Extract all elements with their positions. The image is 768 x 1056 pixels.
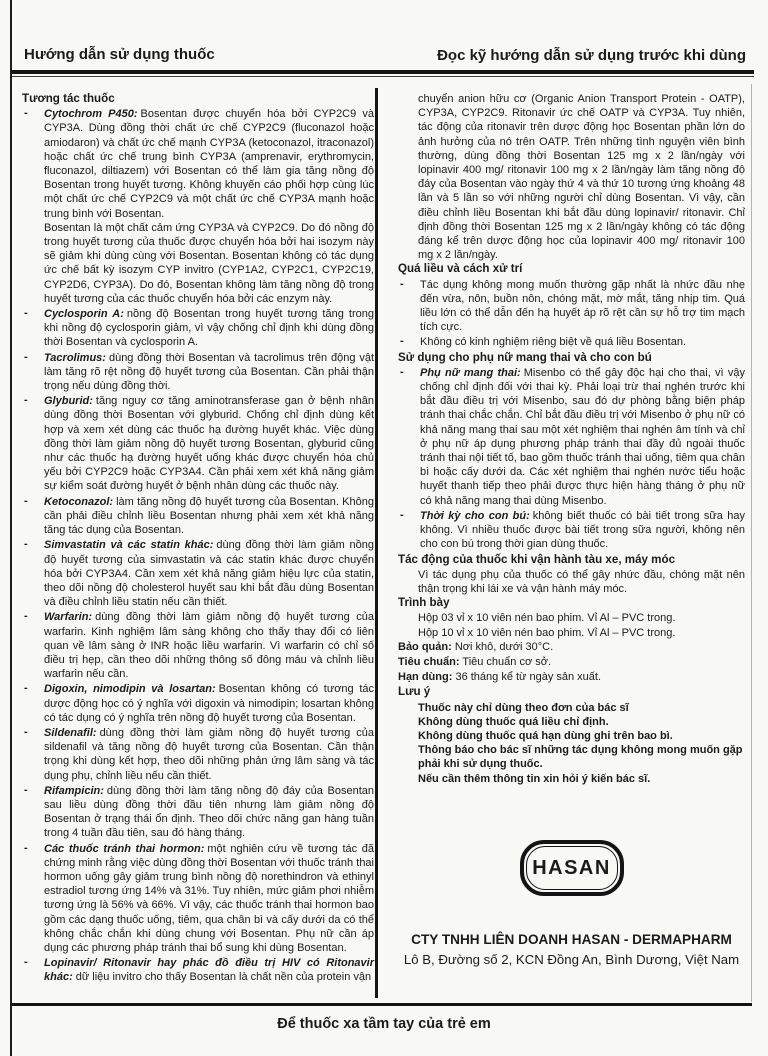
storage-text: Nơi khô, dưới 30°C. — [454, 640, 554, 653]
pregnancy-item — [398, 366, 745, 508]
overdose-item-text: - Tác dụng không mong muốn thường gặp nhất là nhức đầu nhẹ đến vừa, nôn, buồn nôn, chóng mặt, mờ mắt, tăng nhịp tim. Quá liều lớn có thể dẫn đến hạ huyết áp rõ rệt cần sự hỗ trợ tim mạch tích cực. — [420, 278, 745, 334]
section-title-pregnancy: Sử dụng cho phụ nữ mang thai và cho con bú — [398, 350, 652, 364]
pregnancy-item-text: không biết thuốc có bài tiết trong sữa hay không. Vì nhiều thuốc được bài tiết trong sữa người, không nên cho con bú trong thời gian dùng thuốc. — [420, 509, 745, 551]
interaction-item-paragraph — [44, 495, 374, 538]
overdose-item — [398, 335, 745, 349]
interaction-list — [22, 107, 374, 984]
interaction-item — [22, 307, 374, 350]
interaction-item-extra: Bosentan là một chất cảm ứng CYP3A và CYP2C9. Do đó nồng độ trong huyết tương của thuốc được chuyển hóa bởi hai isozym này sẽ giảm khi dùng cùng với Bosentan. Bosentan không có tác dụng ức chế bất kỳ isozym CYP invitro (CYP1A2, CYP2C1, CYP2C19, CYP2D6, CYP3A). Do đó, Bosentan không làm tăng nồng độ trong huyết tương của các thuốc chuyển hóa bởi các enzym này. — [44, 221, 374, 305]
interaction-item — [22, 726, 374, 783]
right-column — [398, 92, 745, 970]
manufacturer-logo — [398, 840, 745, 896]
header-left-title: Hướng dẫn sử dụng thuốc — [24, 46, 215, 63]
interaction-item-paragraph — [44, 351, 374, 394]
interaction-item-term: Sildenafil: — [44, 726, 97, 739]
overdose-item — [398, 278, 745, 335]
interaction-item — [22, 784, 374, 841]
pregnancy-item-text: Misenbo có thể gây độc hại cho thai, vì vậy chống chỉ định đối với thai kỳ. Phải loại trừ thai nghén trước khi bắt đầu điều trị với Misenbo, sau đó dự phòng bằng biện pháp tránh thai chắc chắn. Chỉ bắt đầu điều trị với Misenbo ở phụ nữ có khả năng mang thai sau một xét nghiệm thai nghén âm tính và chỉ ở phụ nữ áp dụng phương pháp tránh thai đầy đủ ngoài thuốc tránh thai nội tiết tố, bao gồm thuốc tránh thai uống, tiêm qua chân bì hoặc cấy dưới da. Các xét nghiệm thai nghén nước tiểu hoặc huyết thanh tiếp theo phải được thực hiện hàng tháng ở phụ nữ có khả năng mang thai dùng Misenbo. — [420, 366, 745, 507]
note-line: Không dùng thuốc quá liều chỉ định. — [418, 715, 609, 728]
page-right-border — [751, 84, 752, 1002]
interaction-item-term: Simvastatin và các statin khác: — [44, 539, 214, 552]
interaction-item-paragraph — [44, 682, 374, 725]
left-column — [22, 92, 374, 986]
pregnancy-item-term: Phụ nữ mang thai: — [420, 366, 521, 379]
page-left-border — [10, 0, 12, 1056]
pregnancy-list — [398, 366, 745, 552]
standard-text: Tiêu chuẩn cơ sở. — [462, 655, 552, 668]
note-line: Thông báo cho bác sĩ những tác dụng không mong muốn gặp phải khi sử dụng thuốc. — [418, 744, 743, 771]
section-title-overdose: Quá liều và cách xử trí — [398, 262, 523, 276]
interaction-item-paragraph — [44, 726, 374, 783]
company-name: CTY TNHH LIÊN DOANH HASAN - DERMAPHARM — [411, 931, 732, 947]
interaction-item-text: tăng nguy cơ tăng aminotransferase gan ở bệnh nhân dùng đồng thời Bosentan với glyburid. Chống chỉ định dùng kết hợp và xem xét dùng các thuốc hạ đường huyết khác. Việc dùng đồng thời làm giảm nồng độ huyết tương Bosentan, glyburid cũng như các thuốc hạ đường huyết uống khác được chuyển hóa chủ yếu bởi CYP2C9 hoặc CYP3A4. Cần phải xem xét khả năng giảm sự kiểm soát đường huyết ở bệnh nhân dùng các thuốc này. — [44, 395, 374, 493]
standard-label: Tiêu chuẩn: — [398, 655, 460, 668]
logo-outer-ring — [520, 840, 624, 896]
shelf-life-text: 36 tháng kể từ ngày sản xuất. — [455, 671, 602, 684]
interaction-item-term: Cyclosporin A: — [44, 308, 124, 321]
storage-label: Bảo quản: — [398, 640, 452, 653]
interaction-item-term: Tacrolimus: — [44, 351, 106, 364]
note-line: Nếu cần thêm thông tin xin hỏi ý kiến bác sĩ. — [418, 772, 651, 785]
overdose-item-text: - Không có kinh nghiệm riêng biệt về quá liều Bosentan. — [420, 336, 687, 349]
interaction-item-term: Rifampicin: — [44, 784, 104, 797]
interaction-item-term: Ketoconazol: — [44, 495, 114, 508]
driving-text: Vì tác dụng phụ của thuốc có thể gây nhức đầu, chóng mặt nên thận trọng khi lái xe và vận hành máy móc. — [418, 568, 745, 595]
interaction-item-paragraph — [44, 307, 374, 350]
overdose-list — [398, 278, 745, 350]
interaction-item-term: Warfarin: — [44, 611, 93, 624]
interaction-item-term: Các thuốc tránh thai hormon: — [44, 842, 205, 855]
section-title-interactions: Tương tác thuốc — [22, 92, 115, 105]
column-divider — [375, 88, 378, 998]
interaction-item-text: dùng đồng thời làm giảm nồng độ huyết tương của warfarin. Kinh nghiệm lâm sàng không cho thấy thay đổi có liên quan về lâm sàng ở INR hoặc liều warfarin. Vì warfarin có chỉ số điều trị hẹp, cần theo dõi những thông số đông máu và chỉnh liều warfarin nếu cần. — [44, 611, 374, 681]
interaction-item-paragraph — [44, 956, 374, 984]
interaction-item-text: nồng độ Bosentan trong huyết tương tăng trong khi nồng độ cyclosporin giảm, vì vậy chống chỉ định khi dùng đồng thời Bosentan và cyclosporin A. — [44, 308, 374, 349]
interaction-item-paragraph — [44, 394, 374, 493]
interaction-item-text: Bosentan được chuyển hóa bởi CYP2C9 và CYP3A. Dùng đồng thời chất ức chế CYP2C9 (fluconazol hoặc amiodaron) và chất ức chế mạnh CYP3A (ketoconazol, itraconazol) hoặc chất ức chế trung bình CYP3A (amprenavir, erythromycin, fluconazol, diltiazem) với Bosentan có thể làm gia tăng nồng độ Bosentan trong huyết tương. Không khuyến cáo phối hợp cùng lúc một chất ức chế CYP2C9 và một chất ức chế CYP3A mạnh hoặc trung bình với Bosentan. — [44, 108, 374, 220]
interaction-item-text: dùng đồng thời làm tăng nồng độ đáy của Bosentan sau liều dùng đồng thời đầu tiên nhưng làm giảm nồng độ Bosentan ở trạng thái ổn định. Theo dõi chức năng gan hàng tuần trong 4 tuần đầu tiên, sau đó hàng tháng. — [44, 784, 374, 840]
interaction-item-paragraph — [44, 784, 374, 841]
interaction-item — [22, 682, 374, 725]
company-address: Lô B, Đường số 2, KCN Đồng An, Bình Dương, Việt Nam — [403, 951, 740, 967]
header-rule-thick — [12, 70, 754, 74]
interaction-item-text: dùng đồng thời làm giảm nồng độ huyết tương của simvastatin và các statin khác được chuyển hóa bởi CYP3A4. Cần xem xét khả năng giảm hiệu lực của statin, theo dõi nồng độ cholesterol huyết sau khi bắt đầu dùng Bosentan và điều chỉnh liều statin nếu cần thiết. — [44, 539, 374, 609]
interaction-item — [22, 394, 374, 493]
section-title-notes: Lưu ý — [398, 685, 431, 699]
interaction-item-term: Digoxin, nimodipin và losartan: — [44, 683, 216, 696]
footer-warning: Để thuốc xa tầm tay của trẻ em — [277, 1016, 491, 1032]
interaction-item — [22, 610, 374, 681]
interaction-item-text: dùng đồng thời làm giảm nồng độ huyết tương của sildenafil và tăng nồng độ huyết tương của Bosentan. Cần thận trọng khi dùng kết hợp, theo dõi những phản ứng lâm sàng và tác dụng phụ, chỉnh liều nếu cần thiết. — [44, 726, 374, 782]
presentation-line: Hộp 03 vỉ x 10 viên nén bao phim. Vỉ Al – PVC trong. — [418, 612, 676, 625]
interaction-item-text: Bosentan không có tương tác dược động học có ý nghĩa với digoxin và nimodipin; losartan không có tác dụng có ý nghĩa trên nồng độ huyết tương của Bosentan. — [44, 683, 374, 724]
logo-text: HASAN — [532, 856, 611, 879]
interaction-item-text: dữ liệu invitro cho thấy Bosentan là chất nền của protein vận — [75, 971, 372, 984]
interaction-item-text: dùng đồng thời Bosentan và tacrolimus trên động vật làm tăng rõ rệt nồng độ huyết tương của Bosentan. Cần phải thận trọng nếu dùng đồng thời. — [44, 351, 374, 393]
presentation-list — [398, 611, 745, 639]
section-title-presentation: Trình bày — [398, 596, 450, 610]
lopinavir-continuation: chuyển anion hữu cơ (Organic Anion Transport Protein - OATP), CYP3A, CYP2C9. Ritonavir ức chế OATP và CYP3A. Tuy nhiên, tác động của ritonavir trên dược động học Bosentan phần lớn do ảnh hưởng của nó trên OATP. Trên những tình nguyện viên bình thường, dùng đồng thời Bosentan 125 mg x 2 lần/ngày với lopinavir 400 mg/ ritonavir 100 mg x 2 lần/ngày làm tăng nồng độ đáy của Bosentan vào ngày thứ 4 và thứ 10 tương ứng khoảng 48 lần và 5 lần so với những người chỉ dùng Bosentan. Vì vậy, cần điều chỉnh liều Bosentan khi bắt đầu dùng lopinavir/ ritonavir. Chỉ định đồng thời Bosentan 125 mg x 2 lần/ngày không có tác động đáng kể trên dược động học của lopinavir 400 mg/ ritonavir 100 mg x 2 lần/ngày. — [418, 93, 745, 262]
interaction-item-term: Cytochrom P450: — [44, 108, 138, 121]
notes-list — [398, 701, 745, 786]
shelf-life-line — [398, 670, 745, 684]
pregnancy-item-term: Thời kỳ cho con bú: — [420, 509, 530, 522]
presentation-line: Hộp 10 vỉ x 10 viên nén bao phim. Vỉ Al – PVC trong. — [418, 626, 676, 639]
footer-rule — [12, 1003, 752, 1006]
interaction-item — [22, 351, 374, 394]
note-line: Thuốc này chỉ dùng theo đơn của bác sĩ — [418, 701, 629, 714]
standard-line — [398, 655, 745, 669]
storage-line — [398, 640, 745, 654]
interaction-item — [22, 842, 374, 956]
interaction-item — [22, 107, 374, 306]
interaction-item-paragraph — [44, 610, 374, 681]
interaction-item-term: Lopinavir/ Ritonavir hay phác đồ điều trị HIV có Ritonavir khác: — [44, 957, 374, 984]
logo-inner-ring — [526, 846, 618, 890]
pregnancy-item — [398, 509, 745, 552]
company-block — [398, 930, 745, 970]
interaction-item — [22, 538, 374, 609]
interaction-item — [22, 495, 374, 538]
note-line: Không dùng thuốc quá hạn dùng ghi trên bao bì. — [418, 729, 673, 742]
header-right-title: Đọc kỹ hướng dẫn sử dụng trước khi dùng — [437, 47, 746, 64]
shelf-life-label: Hạn dùng: — [398, 671, 453, 684]
pregnancy-item-paragraph — [420, 509, 745, 552]
interaction-item-paragraph — [44, 842, 374, 956]
interaction-item-paragraph — [44, 538, 374, 609]
pregnancy-item-paragraph — [420, 366, 745, 508]
header-rule-thin — [12, 76, 754, 77]
interaction-item-term: Glyburid: — [44, 395, 93, 408]
interaction-item — [22, 956, 374, 984]
interaction-item-text: làm tăng nồng độ huyết tương của Bosentan. Không cần phải điều chỉnh liều Bosentan nhưng phải xem xét khả năng tăng tác dụng của Bosentan. — [44, 495, 374, 537]
section-title-driving: Tác động của thuốc khi vận hành tàu xe, máy móc — [398, 552, 676, 566]
interaction-item-text: một nghiên cứu về tương tác đã chứng minh rằng việc dùng đồng thời Bosentan với thuốc tránh thai hormon uống gây giảm trung bình nồng độ norethindron và ethinyl estradiol tương ứng 14% và 31%. Tuy nhiên, mức giảm phơi nhiễm tương ứng là 56% và 66%. Vì vậy, các thuốc tránh thai hormon bao gồm các dạng thuốc uống, tiêm, qua chân bì và cấy dưới da có thể không chắc chắn khi dùng chung với Bosentan. Phụ nữ cần áp dụng các phương pháp tránh thai bổ sung khi dùng Bosentan. — [44, 842, 375, 954]
interaction-item-paragraph — [44, 107, 374, 221]
